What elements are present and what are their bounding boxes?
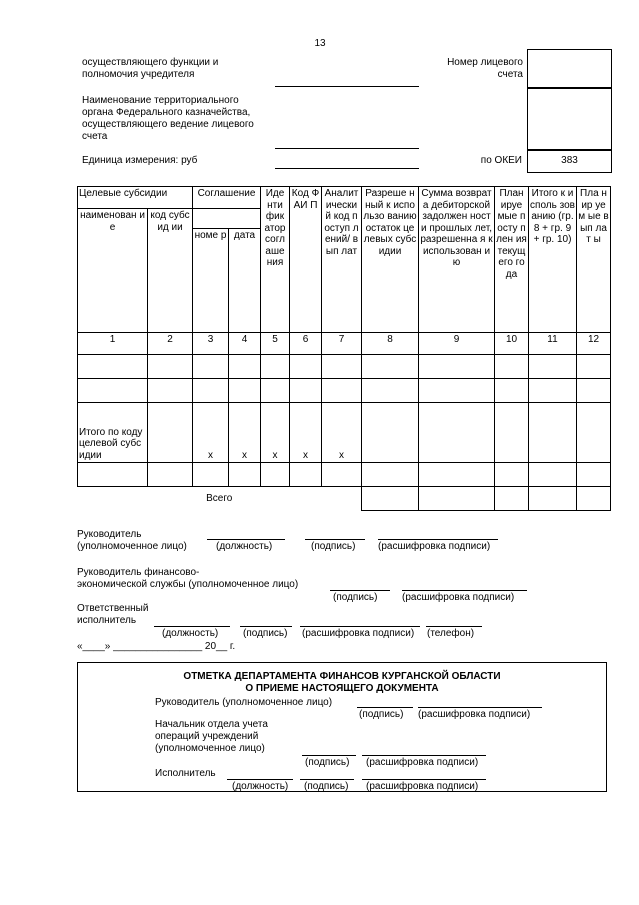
resp-line1: Ответственный	[77, 603, 149, 614]
head-line1: Руководитель	[77, 529, 142, 540]
dept-acc-line3: (уполномоченное лицо)	[155, 743, 265, 754]
founder-input-line	[275, 86, 419, 87]
okei-value: 383	[561, 155, 578, 166]
grand-total-label: Всего	[206, 493, 233, 504]
th-planned-income: План ируе мые посту плен ия текущ его года	[495, 187, 529, 333]
head-label	[77, 529, 187, 553]
dept-title-line1: ОТМЕТКА ДЕПАРТАМЕНТА ФИНАНСОВ КУРГАНСКОЙ ОБЛАСТИ	[183, 671, 501, 682]
dept-acc-decode-line[interactable]	[362, 755, 486, 756]
fin-decode-line[interactable]	[402, 590, 527, 591]
dept-acc-signature-caption: (подпись)	[305, 757, 350, 768]
col-num-11: 11	[529, 333, 577, 355]
resp-position-caption: (должность)	[162, 628, 219, 639]
resp-phone-caption: (телефон)	[427, 628, 475, 639]
dept-exec-decode-caption: (расшифровка подписи)	[366, 781, 479, 792]
th-return-sum: Сумма возврата дебиторской задолжен ности прошлых лет, разрешенна я к использован ию	[419, 187, 495, 333]
okei-label: по ОКЕИ	[480, 155, 522, 166]
resp-decode-line[interactable]	[300, 626, 420, 627]
subsidies-table	[77, 186, 611, 511]
total-row[interactable]	[78, 403, 611, 463]
total-x-5: x	[261, 403, 290, 463]
treasury-input-line	[275, 148, 419, 149]
treasury-label	[82, 95, 282, 143]
th-subsidies: Целевые субсидии	[78, 187, 193, 209]
col-num-8: 8	[362, 333, 419, 355]
dept-head-label: Руководитель (уполномоченное лицо)	[155, 697, 333, 708]
head-position-line[interactable]	[207, 539, 285, 540]
th-planned-payments: Пла нир уем ые вып лат ы	[577, 187, 611, 333]
dept-acc-line2: операций учреждений	[155, 731, 259, 742]
th-name: наименован ие	[78, 209, 148, 333]
dept-acc-label	[155, 719, 268, 755]
dept-head-signature-caption: (подпись)	[359, 709, 404, 720]
treasury-line2: органа Федерального казначейства,	[82, 107, 251, 118]
treasury-line1: Наименование территориального	[82, 95, 239, 106]
unit-input-line	[275, 168, 419, 169]
grand-total-row[interactable]	[78, 487, 611, 511]
fin-decode-caption: (расшифровка подписи)	[402, 592, 515, 603]
dept-title-line2: О ПРИЕМЕ НАСТОЯЩЕГО ДОКУМЕНТА	[245, 683, 439, 694]
total-x-4: x	[229, 403, 261, 463]
fin-signature-caption: (подпись)	[333, 592, 378, 603]
table-row[interactable]	[78, 463, 611, 487]
account-label-line2: счета	[497, 69, 523, 80]
col-num-2: 2	[148, 333, 193, 355]
dept-executor-label: Исполнитель	[155, 768, 216, 779]
table-row[interactable]	[78, 379, 611, 403]
head-signature-caption: (подпись)	[311, 541, 356, 552]
resp-position-line[interactable]	[154, 626, 230, 627]
th-date: дата	[229, 229, 261, 333]
account-number-box[interactable]	[527, 49, 612, 89]
th-allowed-remainder: Разреше нный к использо ванию остаток целевых субсидии	[362, 187, 419, 333]
resp-decode-caption: (расшифровка подписи)	[302, 628, 415, 639]
col-num-9: 9	[419, 333, 495, 355]
resp-line2: исполнитель	[77, 615, 137, 626]
dept-exec-signature-caption: (подпись)	[304, 781, 349, 792]
resp-signature-line[interactable]	[240, 626, 292, 627]
head-decode-caption: (расшифровка подписи)	[378, 541, 491, 552]
treasury-line3: осуществляющего ведение лицевого	[82, 119, 254, 130]
dept-acc-signature-line[interactable]	[302, 755, 356, 756]
fin-signature-line[interactable]	[330, 590, 390, 591]
dept-head-decode-caption: (расшифровка подписи)	[418, 709, 531, 720]
col-num-1: 1	[78, 333, 148, 355]
head-line2: (уполномоченное лицо)	[77, 541, 187, 552]
col-num-6: 6	[290, 333, 322, 355]
th-analytic-code: Аналит ически й код поступ лений/ вып лат	[322, 187, 362, 333]
resp-signature-caption: (подпись)	[243, 628, 288, 639]
th-agreement-spacer	[193, 209, 261, 229]
col-num-5: 5	[261, 333, 290, 355]
dept-acc-decode-caption: (расшифровка подписи)	[366, 757, 479, 768]
fin-label	[77, 567, 298, 591]
head-position-caption: (должность)	[216, 541, 273, 552]
dept-exec-position-line[interactable]	[227, 779, 293, 780]
col-num-7: 7	[322, 333, 362, 355]
th-total-use: Итого к исполь зованию (гр. 8 + гр. 9 + гр. 10)	[529, 187, 577, 333]
dept-title	[77, 671, 607, 695]
head-signature-line[interactable]	[305, 539, 365, 540]
total-label: Итого по коду целевой субсидии	[78, 403, 148, 463]
col-num-3: 3	[193, 333, 229, 355]
col-num-4: 4	[229, 333, 261, 355]
date-line[interactable]: «____» ________________ 20__ г.	[77, 641, 236, 652]
dept-head-decode-line[interactable]	[418, 707, 542, 708]
unit-label: Единица измерения: руб	[82, 155, 198, 166]
dept-acc-line1: Начальник отдела учета	[155, 719, 268, 730]
dept-head-signature-line[interactable]	[357, 707, 413, 708]
account-label	[420, 57, 523, 81]
dept-exec-position-caption: (должность)	[232, 781, 289, 792]
th-agreement: Соглашение	[193, 187, 261, 209]
treasury-code-box[interactable]	[527, 87, 612, 151]
head-decode-line[interactable]	[378, 539, 498, 540]
total-x-3: x	[193, 403, 229, 463]
col-num-12: 12	[577, 333, 611, 355]
page-number: 13	[314, 38, 326, 49]
founder-label-line1: осуществляющего функции и	[82, 57, 219, 68]
th-identifier: Иде нти фик атор согл аше ния	[261, 187, 290, 333]
resp-phone-line[interactable]	[426, 626, 482, 627]
fin-line1: Руководитель финансово-	[77, 567, 200, 578]
dept-exec-signature-line[interactable]	[300, 779, 354, 780]
th-code: код субсид ии	[148, 209, 193, 333]
col-num-10: 10	[495, 333, 529, 355]
account-label-line1: Номер лицевого	[447, 57, 523, 68]
treasury-line4: счета	[82, 131, 108, 142]
total-x-7: x	[322, 403, 362, 463]
table-row[interactable]	[78, 355, 611, 379]
fin-line2: экономической службы (уполномоченное лицо)	[77, 579, 299, 590]
founder-label-line2: полномочия учредителя	[82, 69, 195, 80]
resp-label	[77, 603, 148, 627]
dept-exec-decode-line[interactable]	[362, 779, 486, 780]
okei-code-box	[527, 149, 612, 173]
founder-label	[82, 57, 282, 81]
th-number: номе р	[193, 229, 229, 333]
total-x-6: x	[290, 403, 322, 463]
th-kod-faip: Код ФАИ П	[290, 187, 322, 333]
